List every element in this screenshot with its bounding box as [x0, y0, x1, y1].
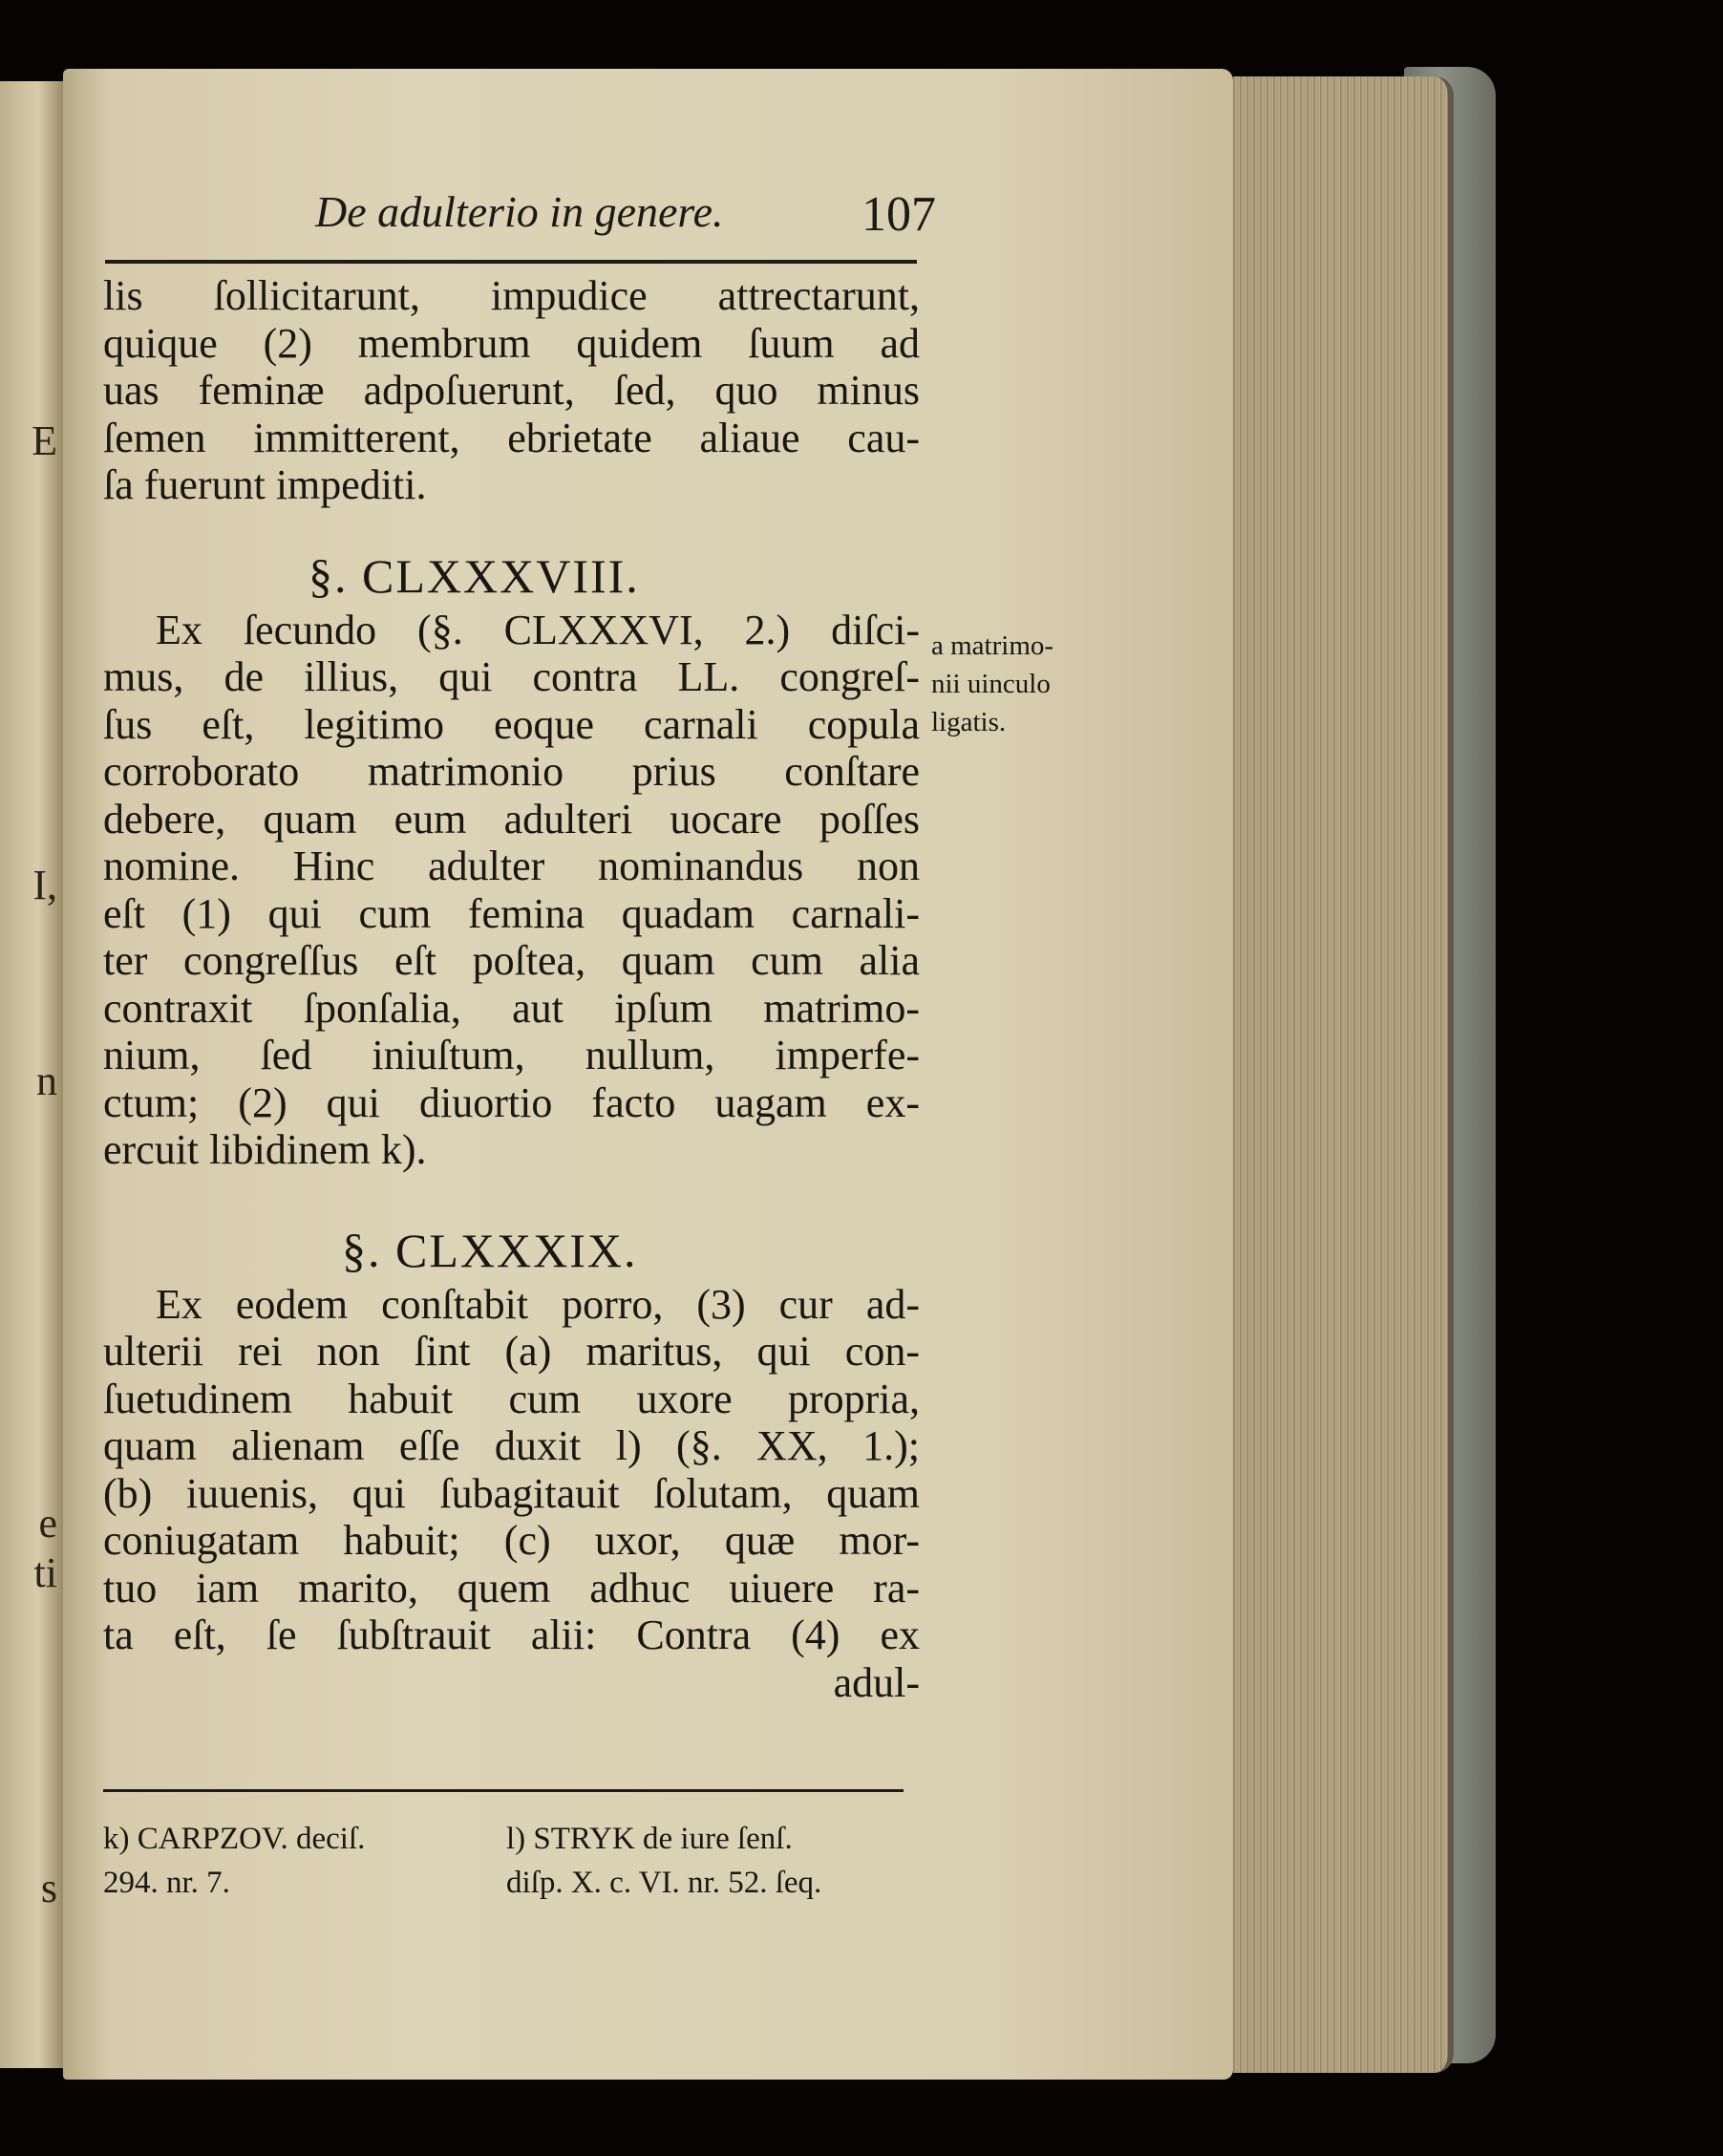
text-line: ulterii rei non ſint (a) maritus, qui con-	[103, 1328, 920, 1375]
text-line: uas feminæ adpoſuerunt, ſed, quo minus	[103, 367, 920, 414]
left-page-fragment: I,	[32, 862, 57, 908]
footnote-line: diſp. X. c. VI. nr. 52. ſeq.	[506, 1866, 822, 1900]
text-line: nomine. Hinc adulter nominandus non	[103, 843, 920, 889]
left-page-edge	[0, 81, 63, 2068]
text-line: ſa fuerunt impediti.	[103, 461, 427, 508]
left-page-fragment: s	[40, 1865, 57, 1911]
page-number: 107	[862, 187, 936, 242]
text-line: eſt (1) qui cum femina quadam carnali-	[103, 889, 920, 937]
footnote-l	[506, 1817, 907, 1905]
text-line: Ex ſecundo (§. CLXXXVI, 2.) diſci-	[156, 606, 920, 653]
text-line: corroborato matrimonio prius conſtare	[103, 748, 920, 795]
text-line: ſemen immitterent, ebrietate aliaue cau-	[103, 414, 920, 461]
text-line: lis ſollicitarunt, impudice attrectarunt,	[103, 272, 920, 319]
page-header	[315, 186, 936, 253]
left-page-fragment: e	[38, 1500, 57, 1547]
header-rule	[105, 260, 917, 264]
footnote-line: k) CARPZOV. deciſ.	[103, 1822, 366, 1856]
text-line: (b) iuuenis, qui ſubagitauit ſolutam, quam	[103, 1469, 920, 1517]
text-line: nium, ſed iniuſtum, nullum, imperfe-	[103, 1032, 920, 1078]
text-line: ter congreſſus eſt poſtea, quam cum alia	[103, 937, 920, 984]
margin-note-line: ligatis.	[931, 707, 1007, 737]
footnote-rule	[103, 1789, 904, 1792]
text-line: quam alienam eſſe duxit l) (§. XX, 1.);	[103, 1422, 920, 1469]
catchword: adul-	[833, 1658, 920, 1706]
left-page-fragment: E	[32, 417, 57, 464]
left-page-fragment: ti	[33, 1549, 57, 1596]
section-heading: §. CLXXXIX.	[342, 1223, 638, 1277]
footnote-line: 294. nr. 7.	[103, 1866, 230, 1900]
text-line: coniugatam habuit; (c) uxor, quæ mor-	[103, 1517, 920, 1564]
text-line: Ex eodem conſtabit porro, (3) cur ad-	[156, 1280, 920, 1328]
footnote-k	[103, 1817, 523, 1905]
text-line: tuo iam marito, quem adhuc uiuere ra-	[103, 1564, 920, 1612]
text-line: debere, quam eum adulteri uocare poſſes	[103, 795, 920, 843]
margin-note-line: nii uinculo	[931, 669, 1051, 699]
text-line: ctum; (2) qui diuortio facto uagam ex-	[103, 1078, 920, 1126]
text-line: quique (2) membrum quidem ſuum ad	[103, 319, 920, 367]
running-head: De adulterio in genere.	[315, 187, 724, 236]
text-line: ſus eſt, legitimo eoque carnali copula	[103, 700, 920, 748]
footnote-line: l) STRYK de iure ſenſ.	[506, 1822, 793, 1856]
margin-note	[931, 627, 1122, 741]
text-line: ſuetudinem habuit cum uxore propria,	[103, 1375, 920, 1422]
margin-note-line: a matrimo-	[931, 630, 1054, 661]
left-page-fragment: n	[36, 1057, 57, 1104]
page-block-edge	[1233, 76, 1454, 2073]
text-line: ta eſt, ſe ſubſtrauit alii: Contra (4) ex	[103, 1612, 920, 1658]
text-line: mus, de illius, qui contra LL. congreſ-	[103, 653, 920, 700]
main-text	[103, 272, 920, 1706]
text-line: contraxit ſponſalia, aut ipſum matrimo-	[103, 984, 920, 1032]
text-line: ercuit libidinem k).	[103, 1126, 427, 1173]
section-heading: §. CLXXXVIII.	[308, 548, 640, 603]
